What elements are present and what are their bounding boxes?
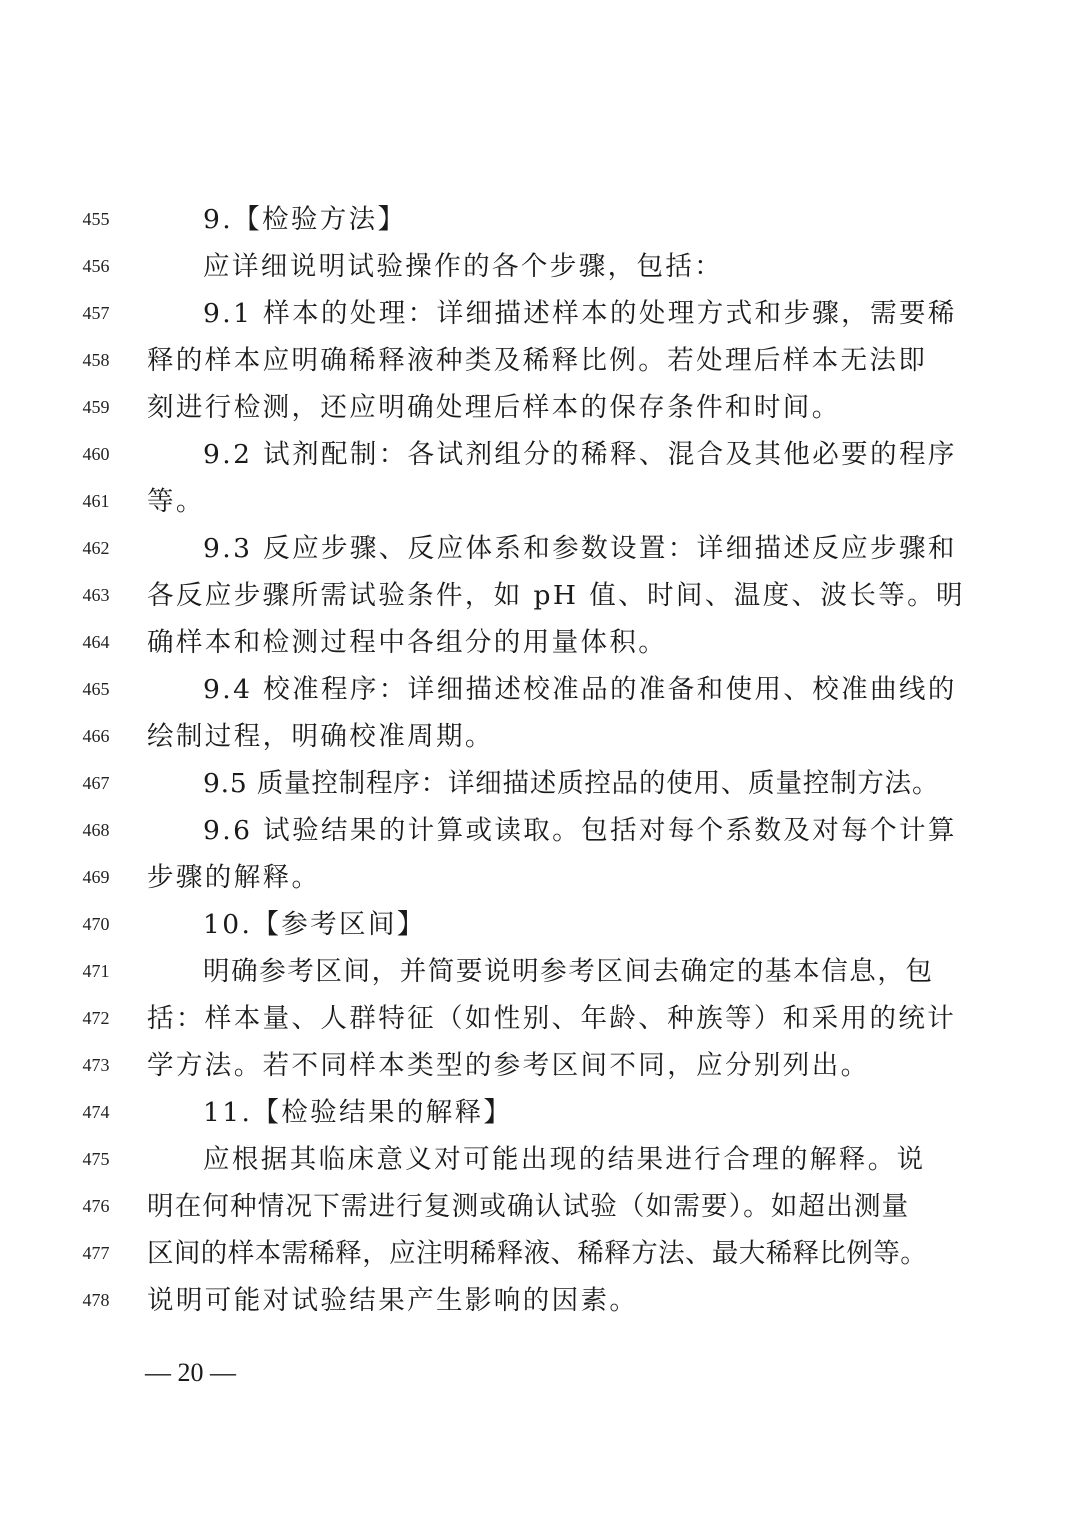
text-line [0, 619, 1080, 666]
line-number: 473 [82, 1055, 110, 1075]
line-text: 9.2 试剂配制：各试剂组分的稀释、混合及其他必要的程序 [203, 439, 957, 470]
text-line [0, 854, 1080, 901]
page-number: — 20 — [145, 1358, 236, 1387]
text-line [0, 1230, 1080, 1277]
text-line [0, 1183, 1080, 1230]
line-number: 468 [82, 820, 110, 840]
line-number: 456 [82, 256, 110, 276]
line-text: 明确参考区间，并简要说明参考区间去确定的基本信息，包 [203, 956, 934, 987]
line-number: 467 [82, 773, 110, 793]
text-line [0, 290, 1080, 337]
text-line [0, 713, 1080, 760]
text-line [0, 1089, 1080, 1136]
line-text: 说明可能对试验结果产生影响的因素。 [147, 1285, 639, 1316]
line-text: 释的样本应明确稀释液种类及稀释比例。若处理后样本无法即 [147, 345, 928, 376]
text-line [0, 807, 1080, 854]
line-number: 475 [82, 1149, 110, 1169]
line-text: 应详细说明试验操作的各个步骤，包括： [203, 251, 724, 282]
line-number: 466 [82, 726, 110, 746]
text-line [0, 760, 1080, 807]
section-heading: 11.【检验结果的解释】 [203, 1097, 513, 1128]
section-heading: 9.【检验方法】 [203, 204, 407, 235]
line-number: 471 [82, 961, 110, 981]
line-text: 9.3 反应步骤、反应体系和参数设置：详细描述反应步骤和 [203, 533, 957, 564]
line-number: 474 [82, 1102, 110, 1122]
line-text: 确样本和检测过程中各组分的用量体积。 [147, 627, 668, 658]
line-text: 明在何种情况下需进行复测或确认试验（如需要）。如超出测量 [147, 1191, 910, 1222]
text-line [0, 384, 1080, 431]
line-text: 括：样本量、人群特征（如性别、年龄、种族等）和采用的统计 [147, 1003, 957, 1034]
line-text: 绘制过程，明确校准周期。 [147, 721, 494, 752]
line-number: 459 [82, 397, 110, 417]
text-line [0, 572, 1080, 619]
line-number: 457 [82, 303, 110, 323]
line-number: 458 [82, 350, 110, 370]
line-text: 各反应步骤所需试验条件，如 pH 值、时间、温度、波长等。明 [147, 580, 965, 611]
text-line [0, 1277, 1080, 1324]
line-number: 461 [82, 491, 110, 511]
line-text: 9.5 质量控制程序：详细描述质控品的使用、质量控制方法。 [203, 768, 940, 799]
line-number: 472 [82, 1008, 110, 1028]
line-number: 477 [82, 1243, 110, 1263]
line-text: 区间的样本需稀释，应注明稀释液、稀释方法、最大稀释比例等。 [147, 1238, 928, 1269]
line-number: 464 [82, 632, 110, 652]
line-text: 学方法。若不同样本类型的参考区间不同，应分别列出。 [147, 1050, 870, 1081]
section-heading: 10.【参考区间】 [203, 909, 426, 940]
text-line [0, 337, 1080, 384]
text-line [0, 196, 1080, 243]
text-line [0, 478, 1080, 525]
line-number: 460 [82, 444, 110, 464]
line-text: 应根据其临床意义对可能出现的结果进行合理的解释。说 [203, 1144, 926, 1175]
text-line [0, 901, 1080, 948]
text-line [0, 1136, 1080, 1183]
text-line [0, 995, 1080, 1042]
line-number: 469 [82, 867, 110, 887]
text-line [0, 525, 1080, 572]
line-text: 9.6 试验结果的计算或读取。包括对每个系数及对每个计算 [203, 815, 957, 846]
text-line [0, 431, 1080, 478]
line-number: 478 [82, 1290, 110, 1310]
line-text: 步骤的解释。 [147, 862, 321, 893]
text-line [0, 948, 1080, 995]
line-number: 465 [82, 679, 110, 699]
text-line [0, 1042, 1080, 1089]
line-number: 463 [82, 585, 110, 605]
text-line [0, 666, 1080, 713]
text-line [0, 243, 1080, 290]
line-number: 462 [82, 538, 110, 558]
line-text: 刻进行检测，还应明确处理后样本的保存条件和时间。 [147, 392, 841, 423]
line-number: 470 [82, 914, 110, 934]
line-text: 等。 [147, 486, 205, 517]
line-text: 9.1 样本的处理：详细描述样本的处理方式和步骤，需要稀 [203, 298, 957, 329]
line-number: 476 [82, 1196, 110, 1216]
line-number: 455 [82, 209, 110, 229]
line-text: 9.4 校准程序：详细描述校准品的准备和使用、校准曲线的 [203, 674, 957, 705]
